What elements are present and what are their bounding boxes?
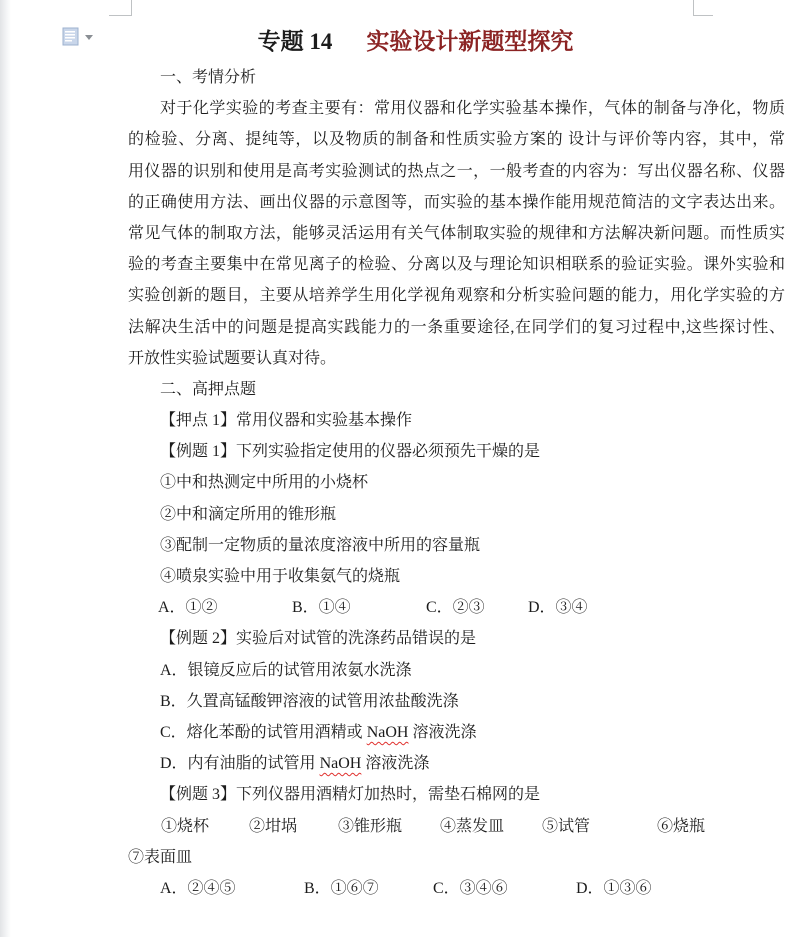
section1-heading: 一、考情分析 <box>160 69 257 86</box>
title-main: 实验设计新题型探究 <box>366 29 574 54</box>
example1-item: ④喷泉实验中用于收集氨气的烧瓶 <box>160 568 401 585</box>
option-b: B．①⑥⑦ <box>304 879 379 897</box>
instrument-item: ⑤试管 <box>542 817 591 835</box>
instrument-item: ③锥形瓶 <box>338 817 403 835</box>
option-d: D．①③⑥ <box>576 879 652 897</box>
option-d: D．③④ <box>528 599 588 617</box>
option-text: 溶液洗涤 <box>361 755 430 773</box>
example2-option-d <box>128 748 785 779</box>
example2-option-a: A．银镜反应后的试管用浓氨水洗涤 <box>160 661 412 679</box>
option-c: C．③④⑥ <box>433 879 508 897</box>
instrument-item: ⑥烧瓶 <box>657 817 706 835</box>
option-a: A．①② <box>158 599 218 617</box>
option-text: C．熔化苯酚的试管用酒精或 <box>160 723 367 741</box>
example1-options-row <box>128 592 785 623</box>
paste-options-button[interactable] <box>62 27 94 49</box>
paragraph-line: 对于化学实验的考查主要有：常用仪器和化学实验基本操作，气体的制备与净化，物质 <box>160 100 785 118</box>
paragraph-line: 常见气体的制取方法，能够灵活运用有关气体制取实验的规律和方法解决新问题。而性质实 <box>128 224 785 242</box>
example1-item: ①中和热测定中所用的小烧杯 <box>160 474 369 492</box>
paragraph-line: 的正确使用方法、画出仪器的示意图等，而实验的基本操作能用规范简洁的文字表达出来。 <box>128 193 785 211</box>
paragraph-line: 实验创新的题目，主要从培养学生用化学视角观察和分析实验问题的能力，用化学实验的方 <box>128 287 785 305</box>
paragraph-line: 的检验、分离、提纯等，以及物质的制备和性质实验方案的 设计与评价等内容，其中，常 <box>128 131 785 149</box>
section2-heading: 二、高押点题 <box>160 380 257 398</box>
option-a: A．②④⑤ <box>160 879 236 897</box>
example2-option-c <box>128 717 785 748</box>
option-c: C．②③ <box>426 599 485 617</box>
paragraph-line: 用仪器的识别和使用是高考实验测试的热点之一，一般考查的内容为：写出仪器名称、仪器 <box>128 162 785 180</box>
page-edge-shadow <box>0 0 11 937</box>
instrument-item: ②坩埚 <box>249 817 298 835</box>
point1-heading: 【押点 1】常用仪器和实验基本操作 <box>160 412 413 430</box>
option-text: D．内有油脂的试管用 <box>160 755 320 773</box>
option-b: B．①④ <box>292 599 351 617</box>
document-content <box>128 0 785 904</box>
title-prefix: 专题 14 <box>257 29 333 54</box>
paragraph-line: 法解决生活中的问题是提高实践能力的一条重要途径,在同学们的复习过程中,这些探讨性、 <box>128 318 785 336</box>
example1-item: ③配制一定物质的量浓度溶液中所用的容量瓶 <box>160 536 481 554</box>
example3-stem: 【例题 3】下列仪器用酒精灯加热时，需垫石棉网的是 <box>160 786 541 804</box>
example3-options-row <box>128 873 785 904</box>
example3-instruments-wrap: ⑦表面皿 <box>128 848 193 866</box>
example3-instruments-row <box>128 811 785 842</box>
spellchecked-term: NaOH <box>366 723 409 741</box>
chevron-down-icon <box>85 35 93 40</box>
example1-item: ②中和滴定所用的锥形瓶 <box>160 505 337 523</box>
instrument-item: ④蒸发皿 <box>440 817 505 835</box>
example2-option-b: B．久置高锰酸钾溶液的试管用浓盐酸洗涤 <box>160 692 459 710</box>
spellchecked-term: NaOH <box>319 755 362 773</box>
example1-stem: 【例题 1】下列实验指定使用的仪器必须预先干燥的是 <box>160 443 541 461</box>
paragraph-line: 验的考查主要集中在常见离子的检验、分离以及与理论知识相联系的验证实验。课外实验和 <box>128 256 785 274</box>
instrument-item: ①烧杯 <box>161 817 210 835</box>
page-title <box>128 21 785 62</box>
option-text: 溶液洗涤 <box>408 723 477 741</box>
example2-stem: 【例题 2】实验后对试管的洗涤药品错误的是 <box>160 630 477 648</box>
paragraph-line: 开放性实验试题要认真对待。 <box>128 349 337 367</box>
